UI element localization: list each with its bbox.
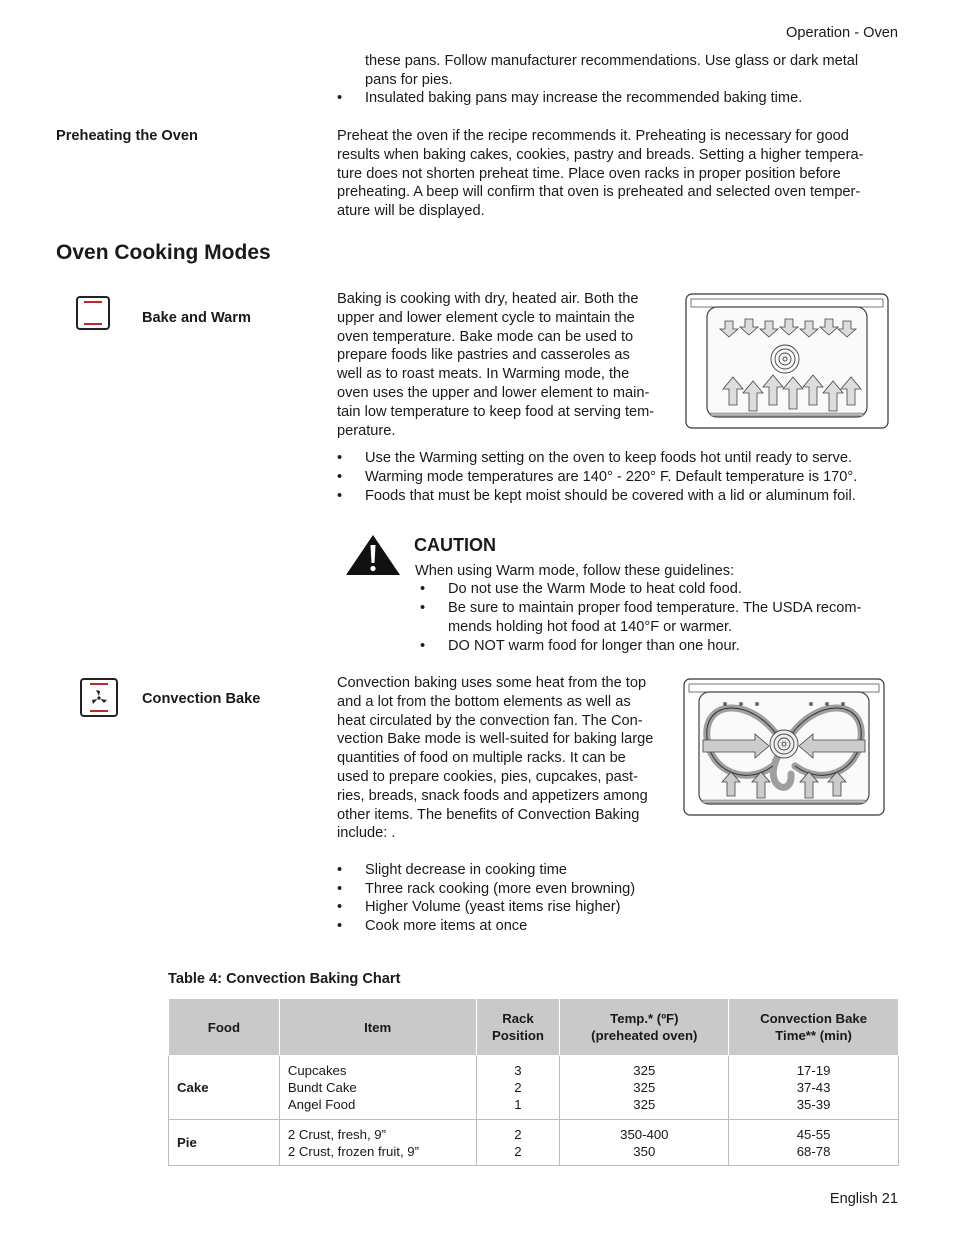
convection-oven-illustration xyxy=(683,678,885,816)
cell-time: 45-55 68-78 xyxy=(729,1120,899,1166)
cell-time: 17-19 37-43 35-39 xyxy=(729,1056,899,1120)
preheat-heading: Preheating the Oven xyxy=(56,128,198,144)
caution-bullet: • Do not use the Warm Mode to heat cold food. xyxy=(420,581,742,597)
table-caption: Table 4: Convection Baking Chart xyxy=(168,971,401,987)
table-row xyxy=(169,1120,899,1166)
cell-rack: 3 2 1 xyxy=(476,1056,560,1120)
warning-triangle-icon xyxy=(344,533,402,577)
cell-temp: 325 325 325 xyxy=(560,1056,729,1120)
caution-title: CAUTION xyxy=(414,535,496,555)
page-header: Operation - Oven xyxy=(786,25,898,41)
convection-heading: Convection Bake xyxy=(142,691,261,707)
cell-temp: 350-400 350 xyxy=(560,1120,729,1166)
header-rack: Rack Position xyxy=(476,999,560,1056)
fan-icon xyxy=(90,688,108,707)
caution-bullet: • Be sure to maintain proper food temperature. The USDA recom- mends holding hot food at 140°F or warmer. xyxy=(420,600,862,635)
bake-bullet: • Warming mode temperatures are 140° - 220° F. Default temperature is 170°. xyxy=(337,469,858,485)
convection-bullet: • Three rack cooking (more even browning) xyxy=(337,881,636,897)
bake-bullet: • Foods that must be kept moist should be covered with a lid or aluminum foil. xyxy=(337,488,856,504)
convection-bullet: • Higher Volume (yeast items rise higher) xyxy=(337,899,621,915)
convection-baking-table xyxy=(168,998,899,1166)
bake-mode-icon xyxy=(76,296,110,330)
preheat-paragraph: Preheat the oven if the recipe recommends it. Preheating is necessary for good results when baking cakes, cookies, pastry and breads. Setting a higher tempera- ture does not shorten preheat time. Place oven racks in proper position before preheating. A beep will confirm that oven is preheated and selected oven temper- ature will be displayed. xyxy=(337,128,864,220)
convection-mode-icon xyxy=(80,678,118,717)
header-time: Convection Bake Time** (min) xyxy=(729,999,899,1056)
page-footer: English 21 xyxy=(829,1191,898,1207)
header-food: Food xyxy=(169,999,280,1056)
bake-paragraph: Baking is cooking with dry, heated air. Both the upper and lower element cycle to maintain the oven temperature. Bake mode can be used to prepare foods like pastries and casseroles as well as to roast meats. In Warming mode, the oven uses the upper and lower element to main- tain low temperature to keep food at serving tem- perature. xyxy=(337,291,655,439)
intro-bullet: • Insulated baking pans may increase the recommended baking time. xyxy=(337,90,803,106)
bake-oven-illustration xyxy=(685,293,889,429)
cell-food: Cake xyxy=(169,1056,280,1120)
caution-bullet: • DO NOT warm food for longer than one hour. xyxy=(420,638,740,654)
bake-bullet: • Use the Warming setting on the oven to keep foods hot until ready to serve. xyxy=(337,450,853,466)
bake-heading: Bake and Warm xyxy=(142,310,251,326)
cell-rack: 2 2 xyxy=(476,1120,560,1166)
intro-continuation: these pans. Follow manufacturer recommendations. Use glass or dark metal pans for pies. xyxy=(365,53,859,88)
table-row xyxy=(169,1056,899,1120)
cell-items: 2 Crust, fresh, 9” 2 Crust, frozen fruit, 9” xyxy=(279,1120,476,1166)
caution-intro: When using Warm mode, follow these guidelines: xyxy=(415,563,735,579)
header-item: Item xyxy=(279,999,476,1056)
convection-paragraph: Convection baking uses some heat from the top and a lot from the bottom elements as well as heat circulated by the convection fan. The Con- vection Bake mode is well-suited for baking large quantities of food on multiple racks. It can be used to prepare cookies, pies, cupcakes, past- ries, breads, snack foods and appetizers among other items. The benefits of Convection Baking include: . xyxy=(337,675,654,842)
cell-items: Cupcakes Bundt Cake Angel Food xyxy=(279,1056,476,1120)
header-temp: Temp.* (ºF) (preheated oven) xyxy=(560,999,729,1056)
convection-bullet: • Cook more items at once xyxy=(337,918,528,934)
cell-food: Pie xyxy=(169,1120,280,1166)
convection-bullet: • Slight decrease in cooking time xyxy=(337,862,567,878)
section-title: Oven Cooking Modes xyxy=(56,241,271,264)
table-header-row xyxy=(169,999,899,1056)
